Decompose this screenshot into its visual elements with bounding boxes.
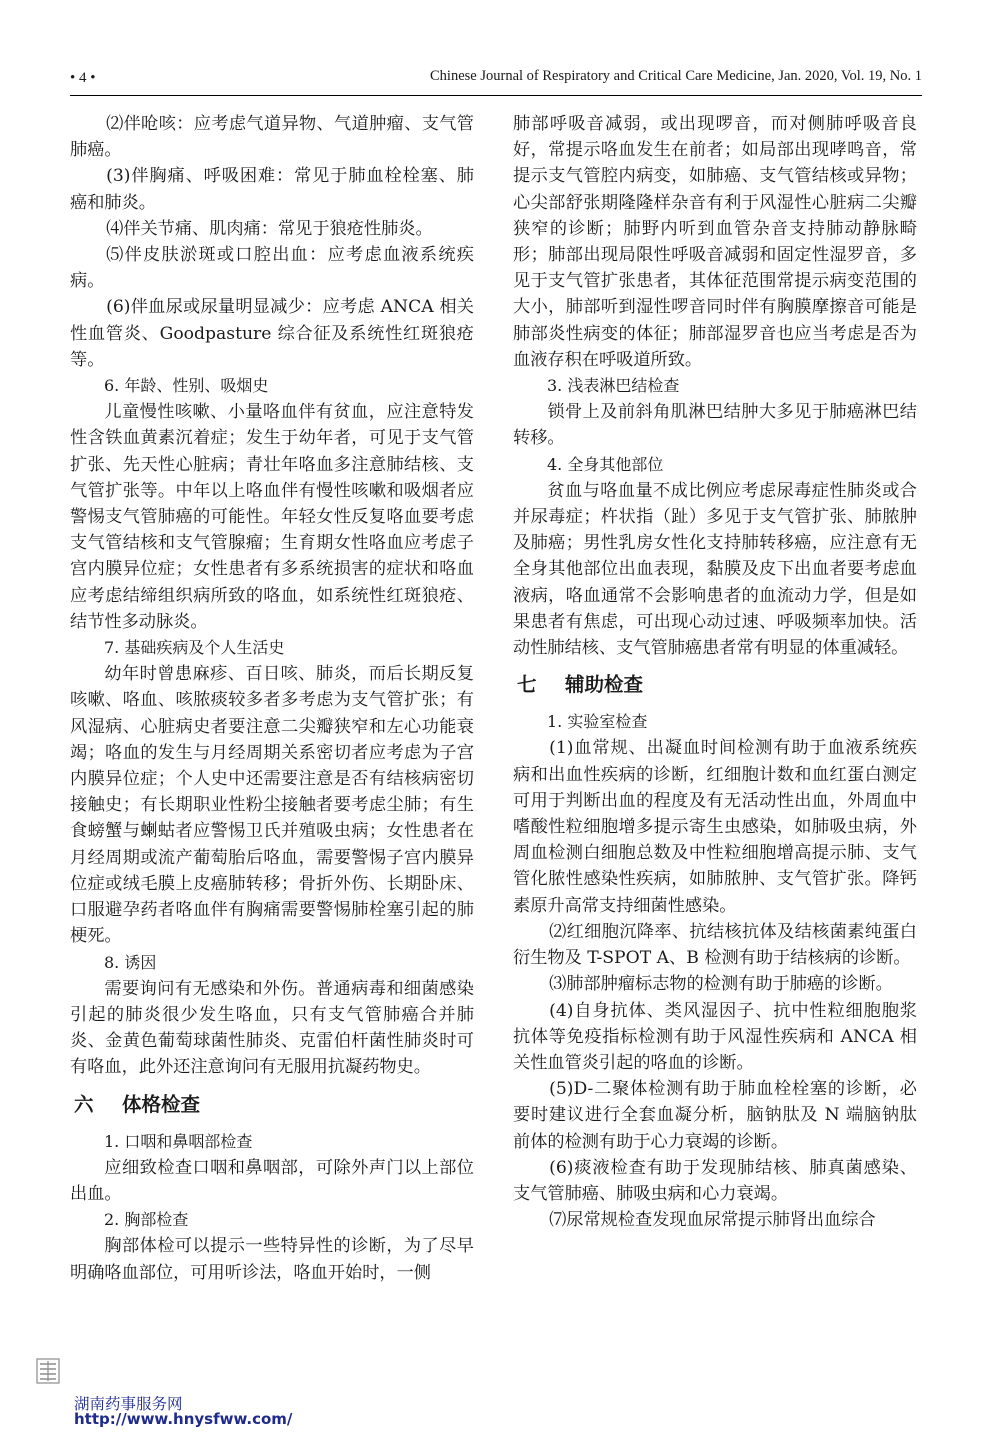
section-title: 辅助检查	[565, 673, 644, 697]
paragraph: (6)痰液检查有助于发现肺结核、肺真菌感染、支气管肺癌、肺吸虫病和心力衰竭。	[513, 1157, 917, 1204]
left-column	[70, 111, 474, 1286]
subsection-heading: 3. 浅表淋巴结检查	[547, 376, 680, 396]
paragraph: 儿童慢性咳嗽、小量咯血伴有贫血，应注意特发性含铁血黄素沉着症；发生于幼年者，可见于支气管扩张、先天性心脏病；青壮年咯血多注意肺结核、支气管扩张等。中年以上咯血伴有慢性咳嗽和吸烟者应警惕支气管肺癌的可能性。年轻女性反复咯血要考虑支气管结核和支气管腺瘤；生育期女性咯血应考虑子宫内膜异位症；女性患者有多系统损害的症状和咯血应考虑结缔组织病所致的咯血，如系统性红斑狼疮、结节性多动脉炎。	[70, 402, 474, 632]
paragraph: (6)伴血尿或尿量明显减少：应考虑 ANCA 相关性血管炎、Goodpasture 综合征及系统性红斑狼疮等。	[70, 297, 474, 370]
subsection-heading: 4. 全身其他部位	[547, 454, 664, 474]
right-column	[513, 111, 917, 1233]
paragraph: 幼年时曾患麻疹、百日咳、肺炎，而后长期反复咳嗽、咯血、咳脓痰较多者多考虑为支气管扩张；有风湿病、心脏病史者要注意二尖瓣狭窄和左心功能衰竭；咯血的发生与月经周期关系密切者应考虑为子宫内膜异位症；个人史中还需要注意是否有结核病密切接触史；有长期职业性粉尘接触者要考虑尘肺；有生食螃蟹与蝲蛄者应警惕卫氏并殖吸虫病；女性患者在月经周期或流产葡萄胎后咯血，需要警惕子宫内膜异位症或绒毛膜上皮癌肺转移；骨折外伤、长期卧床、口服避孕药者咯血伴有胸痛需要警惕肺栓塞引起的肺梗死。	[70, 664, 474, 947]
paragraph: ⑶肺部肿瘤标志物的检测有助于肺癌的诊断。	[549, 974, 893, 995]
section-number: 七	[517, 673, 537, 697]
paragraph: (3)伴胸痛、呼吸困难：常见于肺血栓栓塞、肺癌和肺炎。	[70, 166, 474, 213]
paragraph: 胸部体检可以提示一些特异性的诊断，为了尽早明确咯血部位，可用听诊法，咯血开始时，一侧	[70, 1236, 474, 1283]
subsection-heading: 1. 口咽和鼻咽部检查	[104, 1131, 253, 1151]
paragraph: ⑺尿常规检查发现血尿常提示肺肾出血综合	[549, 1210, 876, 1231]
paragraph: (5)D-二聚体检测有助于肺血栓栓塞的诊断，必要时建议进行全套血凝分析，脑钠肽及 N 端脑钠肽前体的检测有助于心力衰竭的诊断。	[513, 1079, 917, 1152]
paragraph: ⑸伴皮肤淤斑或口腔出血：应考虑血液系统疾病。	[70, 245, 474, 292]
section-heading	[513, 671, 917, 699]
section-heading	[70, 1091, 474, 1119]
paragraph: ⑷伴关节痛、肌肉痛：常见于狼疮性肺炎。	[106, 218, 433, 239]
paragraph: 肺部呼吸音减弱，或出现啰音，而对侧肺呼吸音良好，常提示咯血发生在前者；如局部出现哮鸣音，常提示支气管腔内病变，如肺癌、支气管结核或异物；心尖部舒张期隆隆样杂音有利于风湿性心脏病二尖瓣狭窄的诊断；肺野内听到血管杂音支持肺动静脉畸形；肺部出现局限性呼吸音减弱和固定性湿罗音，多见于支气管扩张患者，其体征范围常提示病变范围的大小，肺部听到湿性啰音同时伴有胸膜摩擦音可能是肺部炎性病变的体征；肺部湿罗音也应当考虑是否为血液存积在呼吸道所致。	[513, 114, 917, 370]
subsection-heading: 7. 基础疾病及个人生活史	[104, 638, 285, 658]
paragraph: ⑵红细胞沉降率、抗结核抗体及结核菌素纯蛋白衍生物及 T-SPOT A、B 检测有助于结核病的诊断。	[513, 921, 917, 969]
page-number: • 4 •	[70, 70, 96, 86]
subsection-heading: 6. 年龄、性别、吸烟史	[104, 376, 269, 396]
library-stamp-icon	[36, 1358, 60, 1384]
section-title: 体格检查	[122, 1092, 201, 1116]
subsection-heading: 1. 实验室检查	[547, 712, 648, 732]
journal-header: Chinese Journal of Respiratory and Critical Care Medicine, Jan. 2020, Vol. 19, No. 1	[430, 68, 922, 84]
paragraph: (1)血常规、出凝血时间检测有助于血液系统疾病和出血性疾病的诊断，红细胞计数和血红蛋白测定可用于判断出血的程度及有无活动性出血，外周血中嗜酸性粒细胞增多提示寄生虫感染，如肺吸虫病，外周血检测白细胞总数及中性粒细胞增高提示肺、支气管化脓性感染性疾病，如肺脓肿、支气管扩张。降钙素原升高常支持细菌性感染。	[513, 738, 917, 916]
paragraph: 锁骨上及前斜角肌淋巴结肿大多见于肺癌淋巴结转移。	[513, 402, 917, 449]
paragraph: ⑵伴呛咳：应考虑气道异物、气道肿瘤、支气管肺癌。	[70, 114, 474, 161]
paragraph: (4)自身抗体、类风湿因子、抗中性粒细胞胞浆抗体等免疫指标检测有助于风湿性疾病和 ANCA 相关性血管炎引起的咯血的诊断。	[513, 1000, 917, 1073]
section-number: 六	[74, 1092, 94, 1116]
paragraph: 贫血与咯血量不成比例应考虑尿毒症性肺炎或合并尿毒症；杵状指（趾）多见于支气管扩张、肺脓肿及肺癌；男性乳房女性化支持肺转移癌，应注意有无全身其他部位出血表现，黏膜及皮下出血者要考虑血液病，咯血通常不会影响患者的血流动力学，但是如果患者有焦虑，可出现心动过速、呼吸频率加快。活动性肺结核、支气管肺癌患者常有明显的体重减轻。	[513, 480, 917, 659]
subsection-heading: 2. 胸部检查	[104, 1210, 189, 1230]
header-rule	[70, 95, 922, 96]
paragraph: 应细致检查口咽和鼻咽部，可除外声门以上部位出血。	[70, 1157, 474, 1204]
subsection-heading: 8. 诱因	[104, 952, 157, 972]
paragraph: 需要询问有无感染和外伤。普通病毒和细菌感染引起的肺炎很少发生咯血，只有支气管肺癌合并肺炎、金黄色葡萄球菌性肺炎、克雷伯杆菌性肺炎时可有咯血，此外还注意询问有无服用抗凝药物史。	[70, 978, 474, 1078]
watermark-url[interactable]: http://www.hnysfww.com/	[74, 1410, 293, 1428]
watermark-site-name: 湖南药事服务网	[74, 1395, 183, 1413]
